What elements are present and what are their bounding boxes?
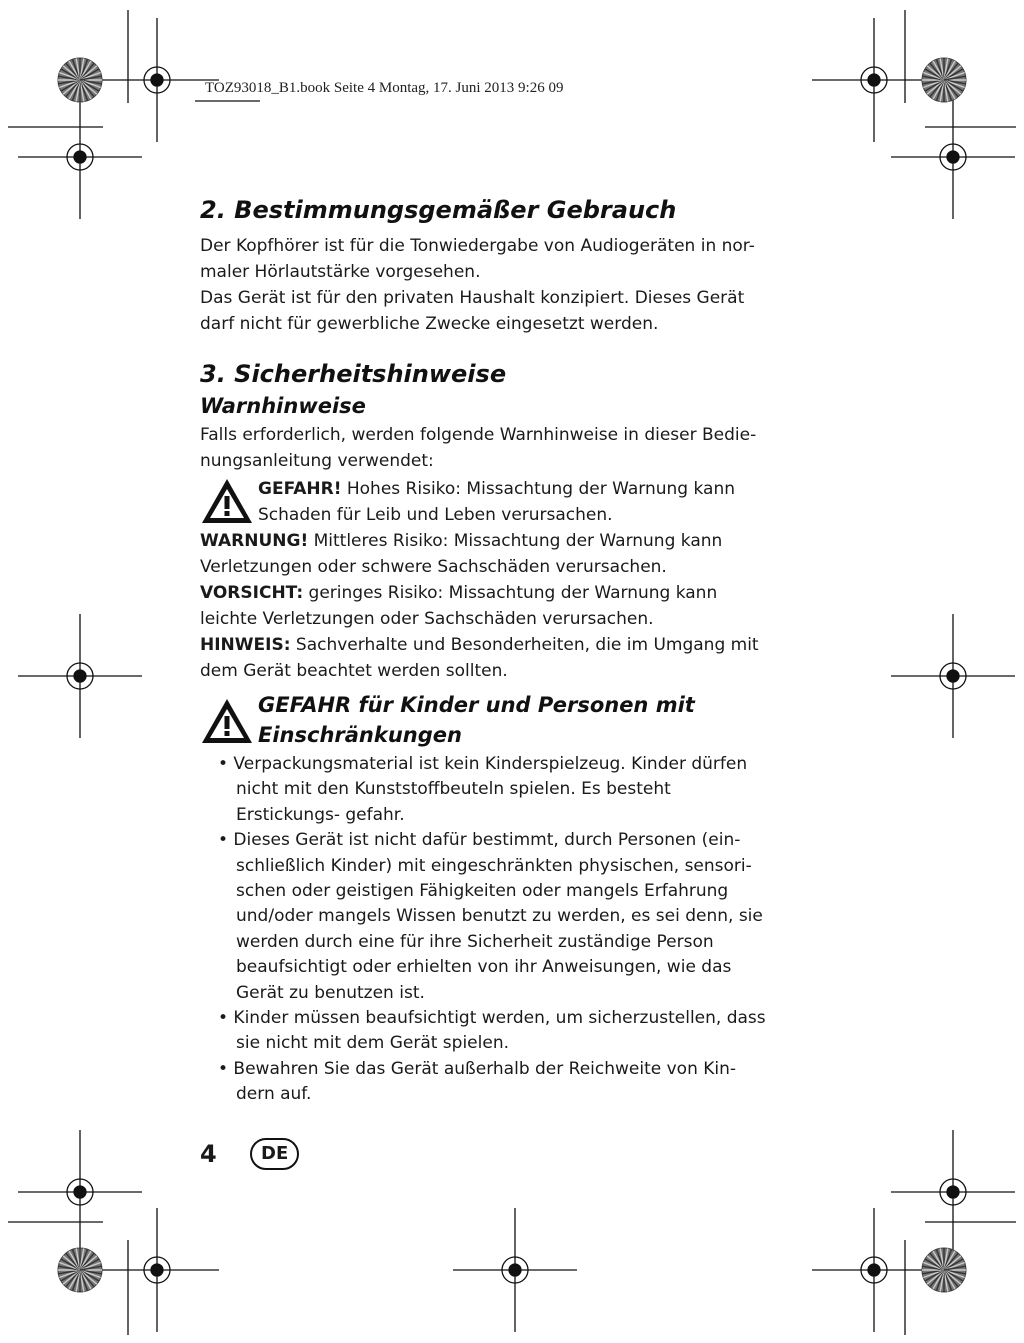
gefahr-line2: Schaden für Leib und Leben verursachen. (258, 505, 613, 525)
hinweis-line1: Sachverhalte und Besonderheiten, die im Umgang mit (290, 635, 759, 655)
registration-mark (812, 18, 936, 142)
registration-mark (891, 95, 1015, 219)
registration-mark (812, 1208, 936, 1332)
list-item: • Kinder müssen beaufsichtigt werden, um sicherzustellen, dass sie nicht mit dem Gerät spielen. (218, 1008, 766, 1054)
warnhinweise-subtitle: Warnhinweise (200, 394, 366, 418)
vorsicht-label: VORSICHT: (200, 583, 304, 603)
warning-triangle-icon (200, 476, 258, 526)
color-target (58, 1248, 102, 1292)
warnung-label: WARNUNG! (200, 531, 309, 551)
print-header: TOZ93018_B1.book Seite 4 Montag, 17. Juni 2013 9:26 09 (205, 80, 564, 96)
page-footer (200, 1138, 299, 1170)
registration-mark (891, 1130, 1015, 1254)
page-content (200, 194, 800, 1108)
danger-heading-line2: Einschränkungen (258, 723, 462, 747)
gefahr-block (200, 476, 800, 528)
intro-line: Falls erforderlich, werden folgende Warnhinweise in dieser Bedie- (200, 425, 757, 445)
section2-line: Das Gerät ist für den privaten Haushalt konzipiert. Dieses Gerät (200, 288, 745, 308)
section2-line: maler Hörlautstärke vorgesehen. (200, 262, 481, 282)
language-badge: DE (250, 1138, 299, 1170)
warning-triangle-icon (200, 690, 258, 746)
vorsicht-line1: geringes Risiko: Missachtung der Warnung kann (303, 583, 718, 603)
registration-mark (18, 1130, 142, 1254)
section2-line: Der Kopfhörer ist für die Tonwiedergabe von Audiogeräten in nor- (200, 236, 755, 256)
registration-mark (453, 1208, 577, 1332)
section2-title: 2. Bestimmungsgemäßer Gebrauch (200, 196, 677, 224)
color-target (922, 1248, 966, 1292)
gefahr-text (258, 476, 735, 528)
registration-mark (18, 95, 142, 219)
color-target (58, 58, 102, 102)
page-number: 4 (200, 1140, 217, 1168)
section2-line: darf nicht für gewerbliche Zwecke eingesetzt werden. (200, 314, 659, 334)
registration-mark (95, 1208, 219, 1332)
registration-mark (18, 614, 142, 738)
list-item: • Dieses Gerät ist nicht dafür bestimmt, durch Personen (ein- schließlich Kinder) mit eingeschränkten physischen, sensori- schen oder geistigen Fähigkeiten oder mangels Erfahrung und/oder mangels Wissen benutzt zu werden, es sei denn, sie werden durch eine für ihre Sicherheit zuständige Person beaufsichtigt oder erhielten von ihr Anweisungen, wie das Gerät zu benutzen ist. (218, 830, 763, 1003)
danger-heading (258, 690, 695, 750)
color-target (922, 58, 966, 102)
hinweis-label: HINWEIS: (200, 635, 291, 655)
registration-mark (95, 18, 219, 142)
vorsicht-line2: leichte Verletzungen oder Sachschäden verursachen. (200, 609, 654, 629)
intro-line: nungsanleitung verwendet: (200, 451, 434, 471)
danger-heading-block (200, 690, 800, 750)
warnung-line2: Verletzungen oder schwere Sachschäden verursachen. (200, 557, 667, 577)
gefahr-line1: Hohes Risiko: Missachtung der Warnung kann (341, 479, 735, 499)
section3-title: 3. Sicherheitshinweise (200, 360, 507, 388)
gefahr-label: GEFAHR! (258, 479, 342, 499)
registration-mark (891, 614, 1015, 738)
safety-bullets (200, 752, 780, 1108)
danger-heading-line1: GEFAHR für Kinder und Personen mit (258, 693, 695, 717)
hinweis-line2: dem Gerät beachtet werden sollten. (200, 661, 508, 681)
section2-body (200, 233, 800, 337)
list-item: • Verpackungsmaterial ist kein Kinderspielzeug. Kinder dürfen nicht mit den Kunststoffbeuteln spielen. Es besteht Erstickungs- gefahr. (218, 754, 748, 825)
list-item: • Bewahren Sie das Gerät außerhalb der Reichweite von Kin- dern auf. (218, 1058, 737, 1105)
warnung-line1: Mittleres Risiko: Missachtung der Warnung kann (308, 531, 723, 551)
